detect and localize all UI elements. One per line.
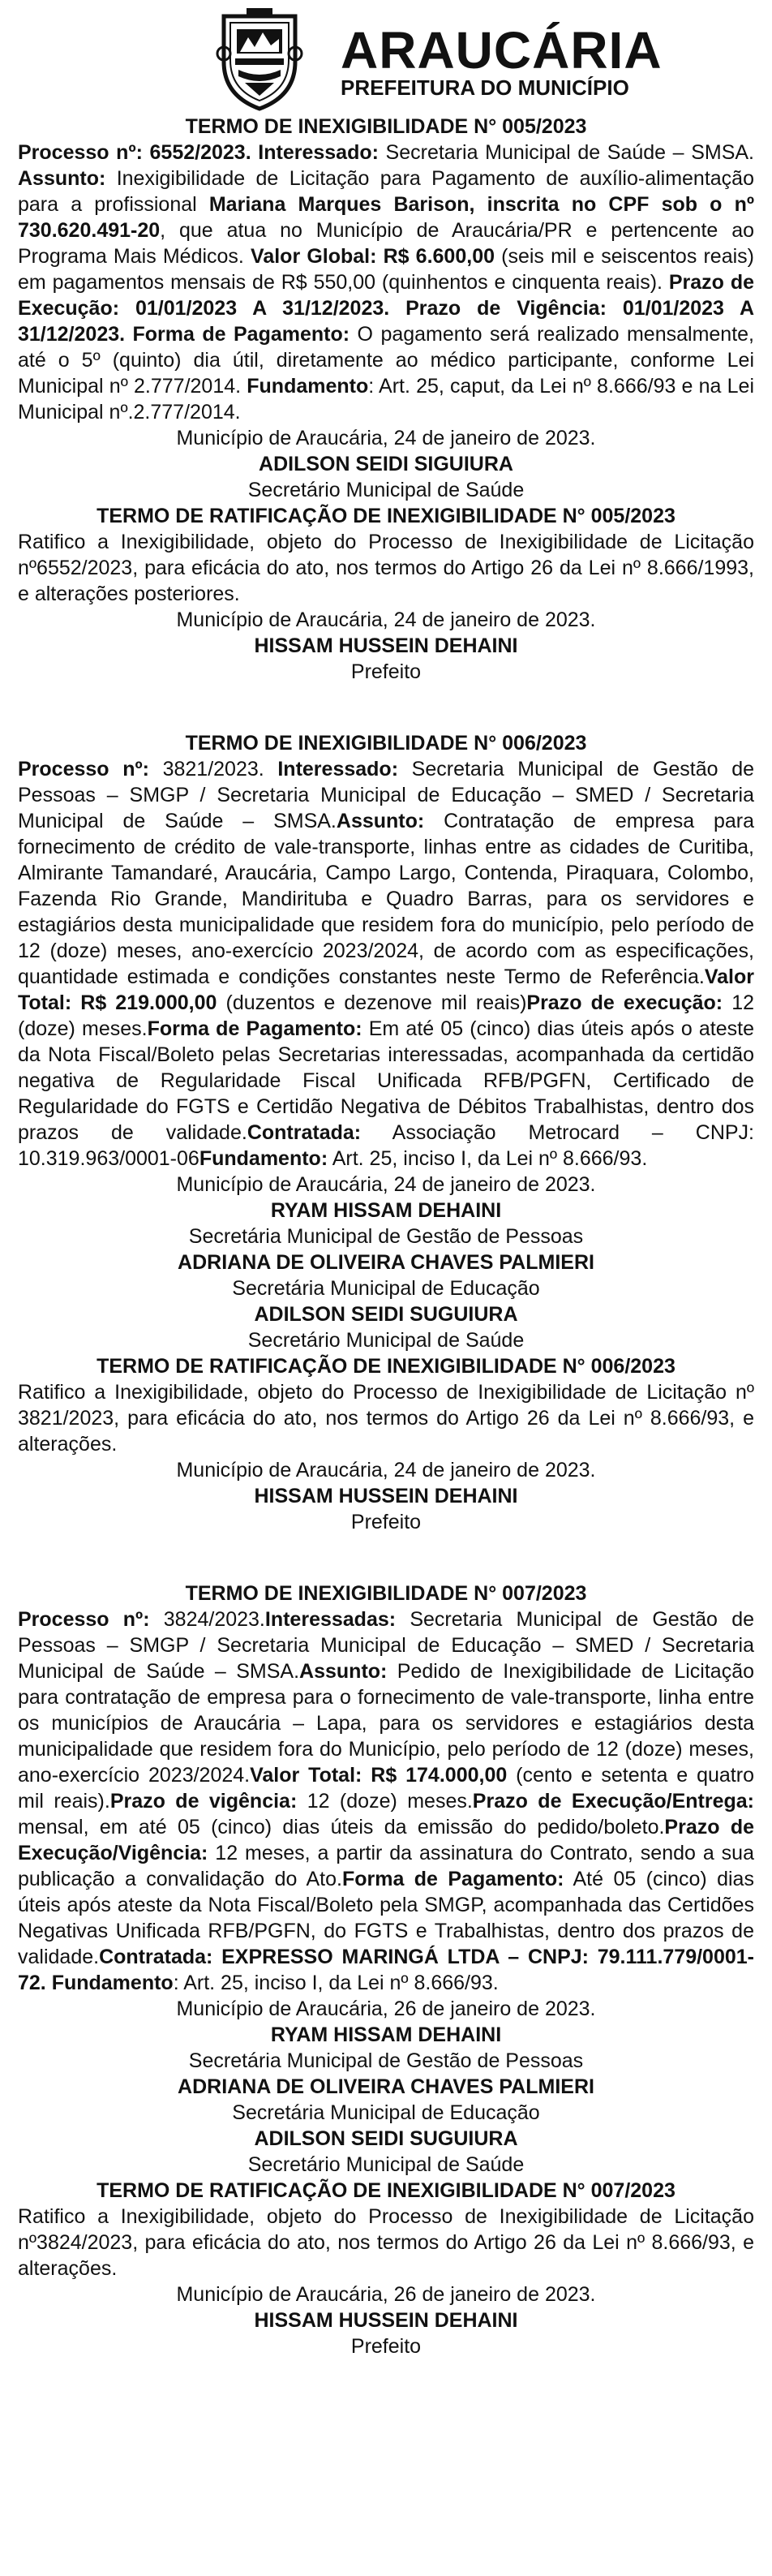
brand-subtitle: PREFEITURA DO MUNICÍPIO — [341, 75, 629, 100]
text-bold: Valor Total: R$ 219.000,00 — [18, 965, 754, 1014]
text-bold: Prazo de Execução/Vigência: — [18, 1816, 754, 1864]
ratification-title: TERMO DE RATIFICAÇÃO DE INEXIGIBILIDADE N° 007/2023 — [96, 2179, 676, 2202]
text: Associação Metrocard – CNPJ: 10.319.963/0001-06 — [18, 1121, 755, 1170]
signatory-role: Secretário Municipal de Saúde — [247, 479, 525, 501]
text: Em até 05 (cinco) dias úteis após o ateste da Nota Fiscal/Boleto pelas Secretarias interessadas, acompanhada da certidão negativa de Regularidade Fiscal Unificada RFB/PGFN, Certificado de Regularidade do FGTS e Certidão Negativa de Débitos Trabalhistas, dentro dos prazos de validade. — [18, 1017, 754, 1144]
text: : Art. 25, inciso I, da Lei nº 8.666/93. — [173, 1972, 499, 1994]
text-bold: Processo nº: 6552/2023. Interessado: — [18, 141, 379, 164]
signatory-name: ADILSON SEIDI SUGUIURA — [254, 1303, 518, 1326]
brand-block — [341, 21, 663, 100]
signatory-name: HISSAM HUSSEIN DEHAINI — [254, 634, 518, 657]
date-line: Município de Araucária, 24 de janeiro de 2023. — [176, 427, 596, 449]
section-title: TERMO DE INEXIGIBILIDADE N° 006/2023 — [185, 732, 587, 755]
signatory-name: RYAM HISSAM DEHAINI — [270, 2023, 502, 2046]
date-line: Município de Araucária, 26 de janeiro de 2023. — [176, 2283, 596, 2306]
text-bold: Prazo de Execução: 01/01/2023 A 31/12/2023. Prazo de Vigência: 01/01/2023 A 31/12/2023. Forma de Pagamento: — [18, 271, 755, 346]
text: Secretaria Municipal de Gestão de Pessoas – SMGP / Secretaria Municipal de Educação – SMED / Secretaria Municipal de Saúde – SMSA. — [18, 758, 755, 832]
section-gap — [18, 1535, 754, 1580]
text: Art. 25, inciso I, da Lei nº 8.666/93. — [328, 1147, 648, 1170]
text-bold: Contratada: EXPRESSO MARINGÁ LTDA – CNPJ: 79.111.779/0001-72. Fundamento — [18, 1946, 754, 1994]
ratification-title: TERMO DE RATIFICAÇÃO DE INEXIGIBILIDADE N° 006/2023 — [96, 1355, 676, 1378]
signatory-role: Prefeito — [350, 1511, 422, 1533]
text: 12 meses, a partir da assinatura do Contrato, sendo a sua publicação a convalidação do Ato. — [18, 1842, 754, 1890]
text: (seis mil e seiscentos reais) em pagamentos mensais de R$ 550,00 (quinhentos e cinquenta reais). — [18, 245, 754, 294]
text-bold: Prazo de Execução/Entrega: — [472, 1790, 754, 1813]
text-bold: Fundamento — [247, 375, 369, 398]
text: : Art. 25, caput, da Lei nº 8.666/93 e na Lei Municipal nº.2.777/2014. — [18, 375, 754, 424]
text: Secretaria Municipal de Gestão de Pessoas – SMGP / Secretaria Municipal de Educação – SMED / Secretaria Municipal de Saúde – SMSA. — [18, 1608, 755, 1683]
section-body — [18, 1606, 754, 1996]
signatory-name: HISSAM HUSSEIN DEHAINI — [254, 2309, 518, 2332]
signatory-role: Secretária Municipal de Educação — [232, 2101, 540, 2124]
signatory-role: Secretária Municipal de Educação — [232, 1277, 540, 1300]
brand-name: ARAUCÁRIA — [341, 21, 663, 80]
termo-007 — [18, 1580, 754, 2359]
header — [18, 0, 754, 114]
text-bold: Interessadas: — [264, 1608, 397, 1631]
signatory-role: Secretário Municipal de Saúde — [247, 1329, 525, 1352]
termo-005 — [18, 114, 754, 685]
text-bold: Valor Total: R$ 174.000,00 — [250, 1764, 508, 1787]
text-bold: Interessado: — [277, 758, 399, 781]
text: mensal, em até 05 (cinco) dias úteis da emissão do pedido/boleto. — [18, 1816, 665, 1838]
section-body — [18, 756, 754, 1172]
signatory-name: RYAM HISSAM DEHAINI — [270, 1199, 502, 1222]
text-bold: Forma de Pagamento: — [147, 1017, 362, 1040]
text-bold: Mariana Marques Barison, inscrita no CPF sob o nº 730.620.491-20 — [18, 193, 754, 242]
section-body — [18, 140, 754, 425]
crest-svg — [206, 5, 313, 112]
text-bold: Contratada: — [247, 1121, 362, 1144]
text: 12 (doze) meses. — [297, 1790, 473, 1813]
text-bold: Assunto: — [299, 1660, 388, 1683]
text: O pagamento será realizado mensalmente, até o 5º (quinto) dia útil, diretamente ao médico participante, conforme Lei Municipal nº 2.777/2014. — [18, 323, 754, 398]
signatory-role: Secretária Municipal de Gestão de Pessoas — [188, 2049, 584, 2072]
ratification-title: TERMO DE RATIFICAÇÃO DE INEXIGIBILIDADE N° 005/2023 — [96, 505, 676, 527]
text-bold: Prazo de vigência: — [109, 1790, 298, 1813]
signatory-name: HISSAM HUSSEIN DEHAINI — [254, 1485, 518, 1507]
text: 3824/2023. — [149, 1608, 265, 1631]
text: Até 05 (cinco) dias úteis após ateste da Nota Fiscal/Boleto pela SMGP, acompanhada das Certidões Negativas Unificada RFB/PGFN, do FGTS e Trabalhistas, dentro dos prazos de validade. — [18, 1868, 754, 1968]
text: 12 (doze) meses. — [18, 991, 754, 1040]
text-bold: Valor Global: R$ 6.600,00 — [251, 245, 495, 268]
text: Contratação de empresa para fornecimento de crédito de vale-transporte, linhas entre as cidades de Curitiba, Almirante Tamandaré, Araucária, Campo Largo, Contenda, Piraquara, Colombo, Fazenda Rio Grande, Mandirituba e Quadro Barras, para os servidores e estagiários desta municipalidade que residem fora do município, pelo período de 12 (doze) meses, ano-exercício 2023/2024, de acordo com as especificações, quantidade estimada e condições constantes neste Termo de Referência. — [18, 810, 755, 988]
termo-006 — [18, 730, 754, 1535]
section-title: TERMO DE INEXIGIBILIDADE N° 007/2023 — [185, 1582, 587, 1605]
date-line: Município de Araucária, 24 de janeiro de 2023. — [176, 1459, 596, 1482]
text: , que atua no Município de Araucária/PR e pertencente ao Programa Mais Médicos. — [18, 219, 754, 268]
signatory-name: ADRIANA DE OLIVEIRA CHAVES PALMIERI — [178, 2075, 594, 2098]
text-bold: Forma de Pagamento: — [341, 1868, 564, 1890]
text-bold: Assunto: — [336, 810, 425, 832]
ratification-text: Ratifico a Inexigibilidade, objeto do Processo de Inexigibilidade de Licitação nº6552/2023, para eficácia do ato, nos termos do Artigo 26 da Lei nº 8.666/1993, e alterações posteriores. — [18, 531, 754, 605]
date-line: Município de Araucária, 26 de janeiro de 2023. — [176, 1998, 596, 2020]
text: Inexigibilidade de Licitação para Pagamento de auxílio-alimentação para a profissional — [18, 167, 754, 216]
municipal-crest-logo — [206, 5, 313, 112]
ratification-text: Ratifico a Inexigibilidade, objeto do Processo de Inexigibilidade de Licitação nº 3821/2023, para eficácia do ato, nos termos do Artigo 26 da Lei nº 8.666/93, e alterações. — [18, 1381, 754, 1456]
text: (duzentos e dezenove mil reais) — [217, 991, 527, 1014]
section-gap — [18, 685, 754, 730]
text-bold: Assunto: — [18, 167, 106, 190]
signatory-name: ADILSON SEIDI SUGUIURA — [254, 2127, 518, 2150]
signatory-role: Secretário Municipal de Saúde — [247, 2153, 525, 2176]
signatory-name: ADILSON SEIDI SIGUIURA — [259, 453, 513, 475]
text-bold: Processo nº: — [18, 1608, 150, 1631]
signatory-role: Prefeito — [350, 660, 422, 683]
section-title: TERMO DE INEXIGIBILIDADE N° 005/2023 — [185, 115, 587, 138]
signatory-role: Secretária Municipal de Gestão de Pessoas — [188, 1225, 584, 1248]
signatory-role: Prefeito — [350, 2335, 422, 2358]
text: Secretaria Municipal de Saúde – SMSA. — [378, 141, 755, 164]
date-line: Município de Araucária, 24 de janeiro de 2023. — [176, 1173, 596, 1196]
text-bold: Fundamento: — [199, 1147, 328, 1170]
text: 3821/2023. — [148, 758, 278, 781]
text-bold: Prazo de execução: — [526, 991, 723, 1014]
ratification-text: Ratifico a Inexigibilidade, objeto do Processo de Inexigibilidade de Licitação nº3824/2023, para eficácia do ato, nos termos do Artigo 26 da Lei nº 8.666/93, e alterações. — [18, 2205, 754, 2280]
text: (cento e setenta e quatro mil reais). — [18, 1764, 754, 1813]
signatory-name: ADRIANA DE OLIVEIRA CHAVES PALMIERI — [178, 1251, 594, 1274]
text: Pedido de Inexigibilidade de Licitação para contratação de empresa para o fornecimento de vale-transporte, linha entre os municípios de Araucária – Lapa, para os servidores e estagiários desta municipalidade que residem fora do Município, pelo período de 12 (doze) meses, ano-exercício 2023/2024. — [18, 1660, 754, 1787]
date-line: Município de Araucária, 24 de janeiro de 2023. — [176, 609, 596, 631]
text-bold: Processo nº: — [18, 758, 149, 781]
